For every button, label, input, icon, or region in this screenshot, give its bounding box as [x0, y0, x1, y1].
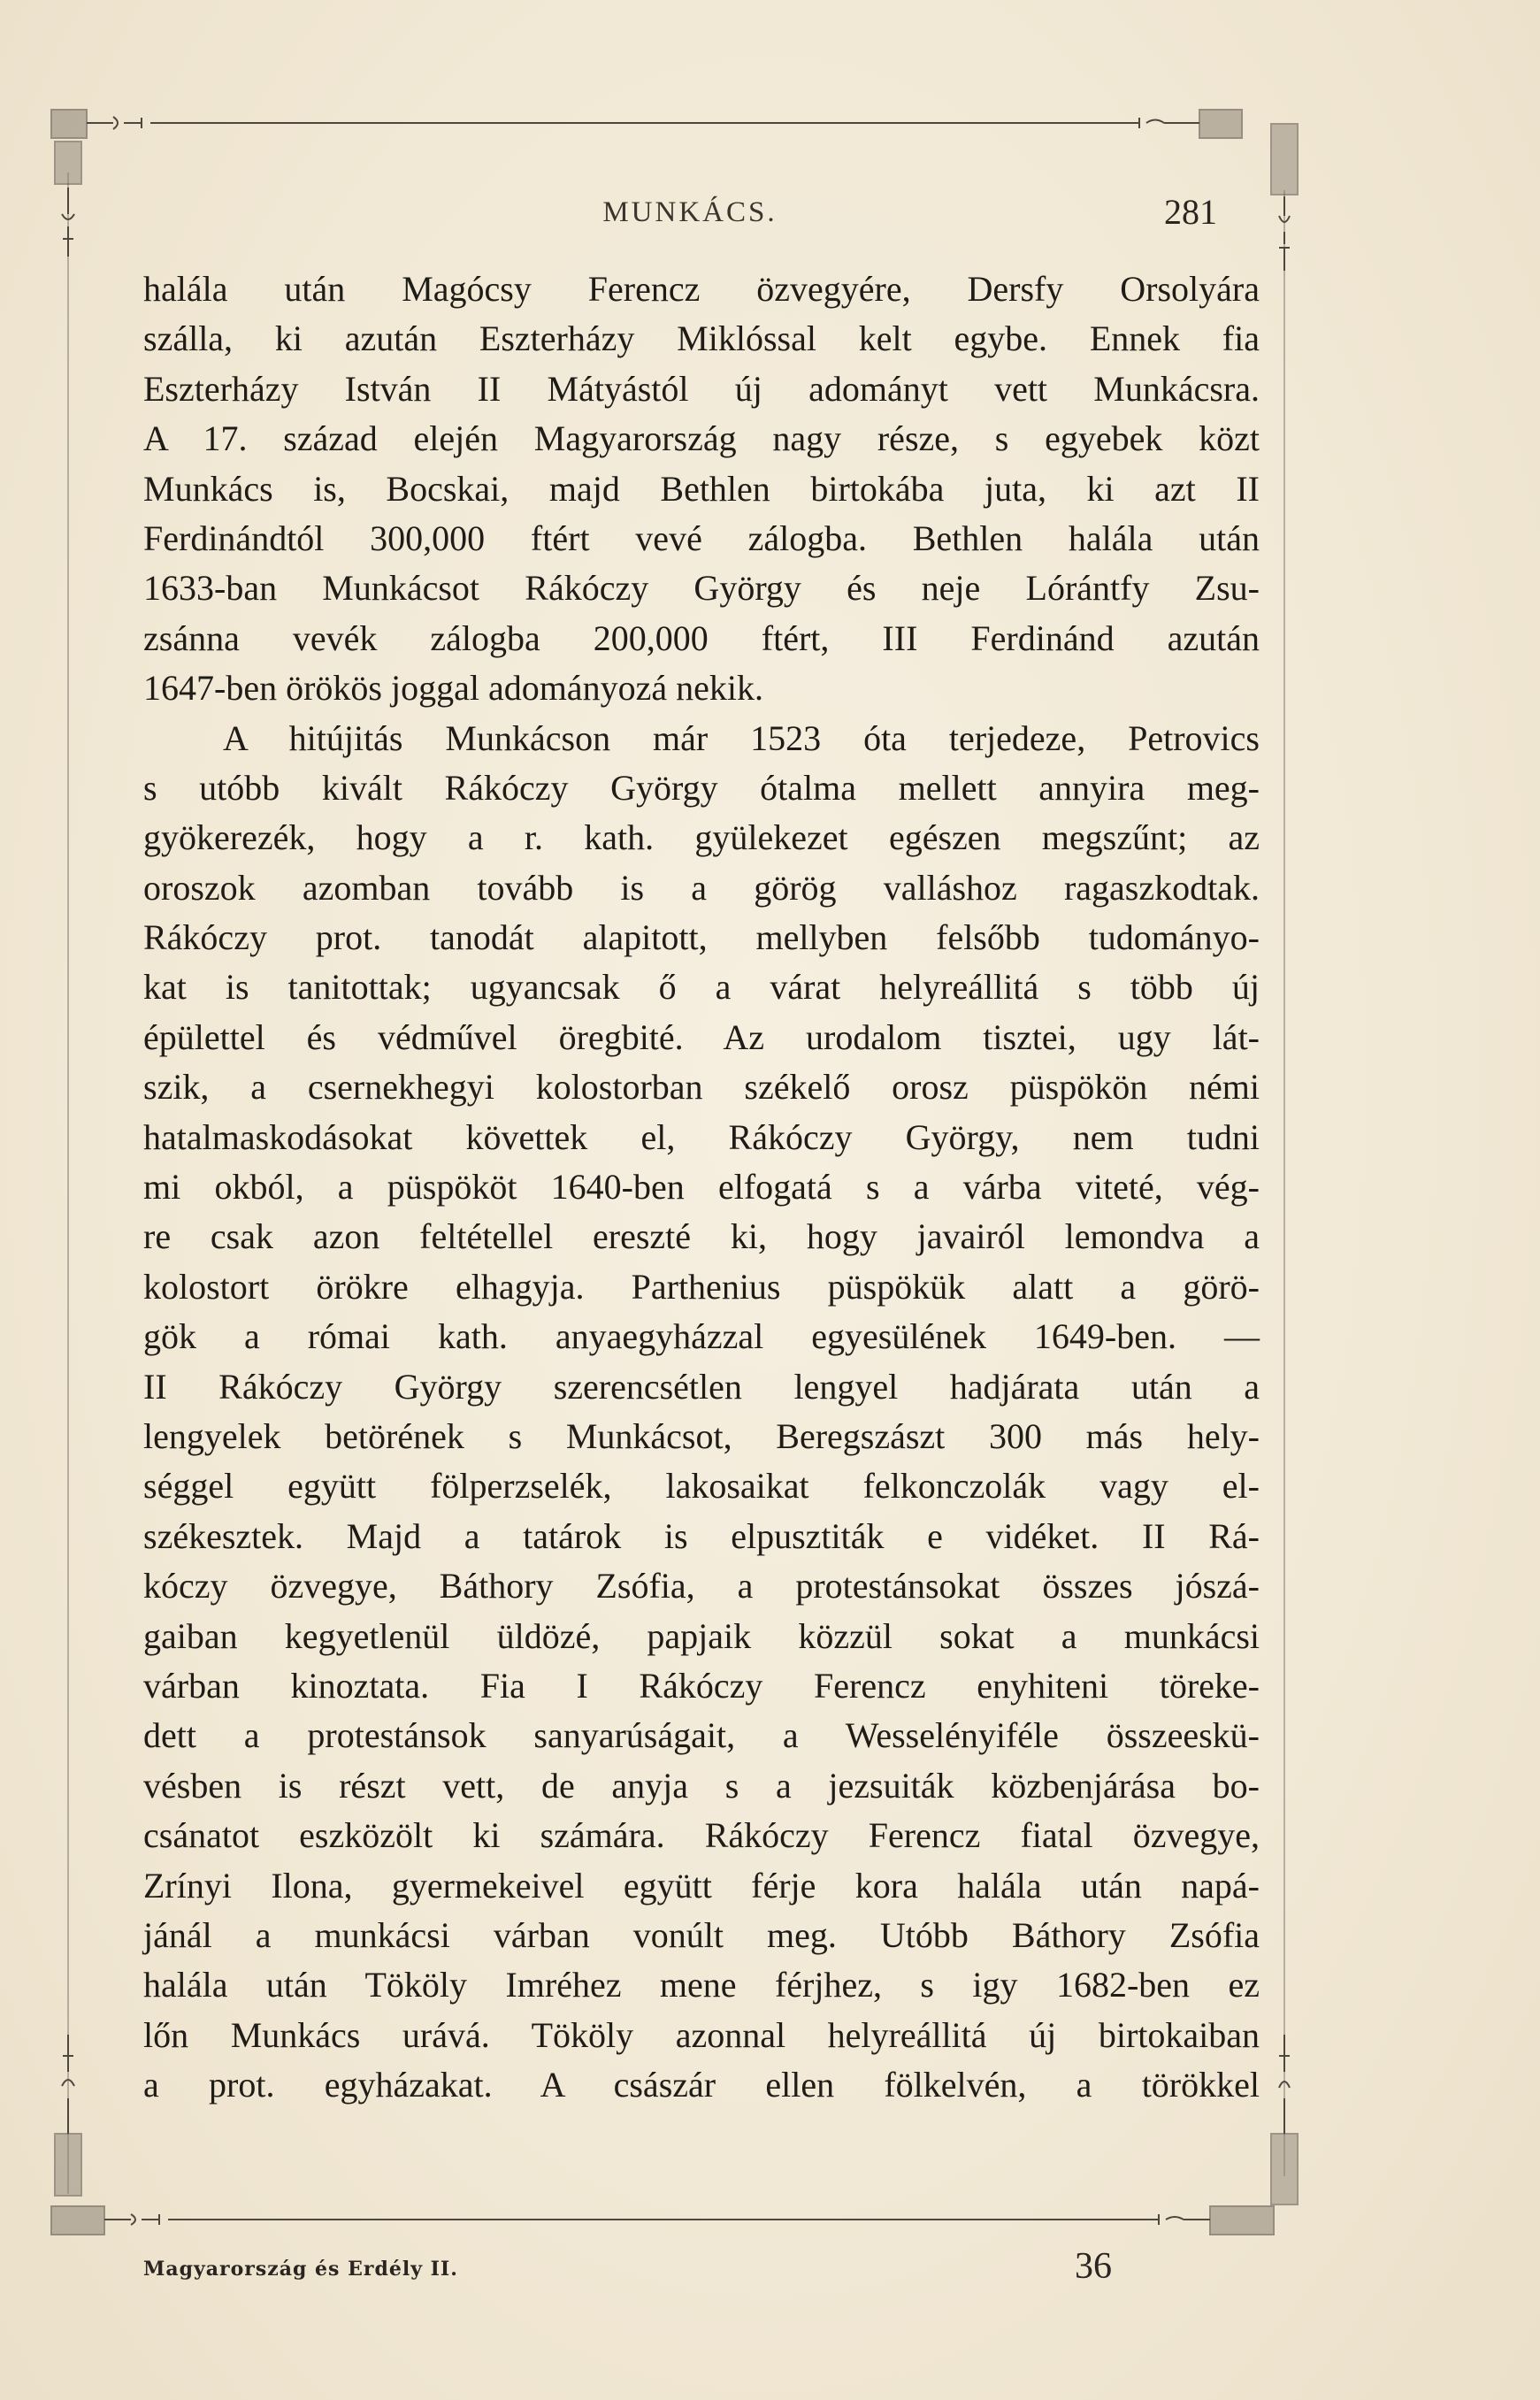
text-line: re csak azon feltétellel ereszté ki, hogy javairól lemondva a — [143, 1216, 1260, 1257]
text-line: mi okból, a püspököt 1640-ben elfogatá s a várba viteté, vég- — [143, 1167, 1260, 1208]
text-line: gaiban kegyetlenül üldözé, papjaik közzül sokat a munkácsi — [143, 1615, 1260, 1656]
text-line: szálla, ki azután Eszterházy Miklóssal kelt egybe. Ennek fia — [143, 318, 1260, 359]
text-line: 1633-ban Munkácsot Rákóczy György és neje Lórántfy Zsu- — [143, 568, 1260, 609]
text-line: kolostort örökre elhagyja. Parthenius püspökük alatt a görö- — [143, 1266, 1260, 1307]
text-line: 1647-ben örökös joggal adományozá nekik. — [143, 668, 763, 709]
text-line: II Rákóczy György szerencsétlen lengyel hadjárata után a — [143, 1366, 1260, 1407]
signature-title: Magyarország és Erdély II. — [143, 2258, 458, 2281]
running-head — [0, 192, 1540, 241]
running-title: MUNKÁCS. — [602, 196, 778, 228]
signature-number: 36 — [1075, 2246, 1112, 2287]
text-line: dett a protestánsok sanyarúságait, a Wesselényiféle összeeskü- — [143, 1715, 1260, 1756]
text-line: s utóbb kivált Rákóczy György ótalma mellett annyira meg- — [143, 767, 1260, 808]
text-line: várban kinoztata. Fia I Rákóczy Ferencz enyhiteni töreke- — [143, 1665, 1260, 1706]
text-line: hatalmaskodásokat követtek el, Rákóczy György, nem tudni — [143, 1116, 1260, 1157]
text-line: gyökerezék, hogy a r. kath. gyülekezet egészen megszűnt; az — [143, 817, 1260, 858]
text-line: a prot. egyházakat. A császár ellen fölkelvén, a törökkel — [143, 2065, 1260, 2105]
text-line: lőn Munkács urává. Tököly azonnal helyreállitá új birtokaiban — [143, 2014, 1260, 2055]
text-line: Zrínyi Ilona, gyermekeivel együtt férje kora halála után napá- — [143, 1865, 1260, 1905]
text-line: lengyelek betörének s Munkácsot, Beregszászt 300 más hely- — [143, 1415, 1260, 1456]
text-line: halála után Magócsy Ferencz özvegyére, Dersfy Orsolyára — [143, 269, 1260, 309]
text-line: zsánna vevék zálogba 200,000 ftért, III Ferdinánd azután — [143, 617, 1260, 658]
page-number: 281 — [1164, 192, 1217, 232]
text-line: A 17. század elején Magyarország nagy része, s egyebek közt — [143, 418, 1260, 459]
text-line: oroszok azomban tovább is a görög valláshoz ragaszkodtak. — [143, 867, 1260, 908]
text-line: séggel együtt fölperzselék, lakosaikat felkonczolák vagy el- — [143, 1466, 1260, 1507]
text-line: csánatot eszközölt ki számára. Rákóczy Ferencz fiatal özvegye, — [143, 1815, 1260, 1856]
body-text — [143, 265, 1260, 2110]
text-line: Munkács is, Bocskai, majd Bethlen birtokába juta, ki azt II — [143, 468, 1260, 509]
text-line: Ferdinándtól 300,000 ftért vevé zálogba. Bethlen halála után — [143, 518, 1260, 558]
corner-ornament-top-right — [1122, 110, 1298, 271]
text-line: A hitújitás Munkácson már 1523 óta terjedeze, Petrovics — [223, 717, 1260, 758]
page-footer — [0, 2245, 1540, 2298]
text-line: szik, a csernekhegyi kolostorban székelő orosz püspökön némi — [143, 1067, 1260, 1108]
text-line: kóczy özvegye, Báthory Zsófia, a protestánsokat összes jószá- — [143, 1566, 1260, 1606]
text-line: vésben is részt vett, de anyja s a jezsuiták közbenjárása bo- — [143, 1765, 1260, 1806]
text-line: jánál a munkácsi várban vonúlt meg. Utóbb Báthory Zsófia — [143, 1914, 1260, 1955]
text-line: halála után Tököly Imréhez mene férjhez, s igy 1682-ben ez — [143, 1965, 1260, 2005]
text-line: Rákóczy prot. tanodát alapitott, mellyben felsőbb tudományo- — [143, 917, 1260, 958]
text-line: székesztek. Majd a tatárok is elpusztiták e vidéket. II Rá- — [143, 1515, 1260, 1556]
text-line: gök a római kath. anyaegyházzal egyesülének 1649-ben. — — [143, 1316, 1260, 1357]
text-line: Eszterházy István II Mátyástól új adományt vett Munkácsra. — [143, 368, 1260, 409]
text-line: épülettel és védművel öregbité. Az urodalom tisztei, ugy lát- — [143, 1016, 1260, 1057]
text-line: kat is tanitottak; ugyancsak ő a várat helyreállitá s több új — [143, 967, 1260, 1008]
